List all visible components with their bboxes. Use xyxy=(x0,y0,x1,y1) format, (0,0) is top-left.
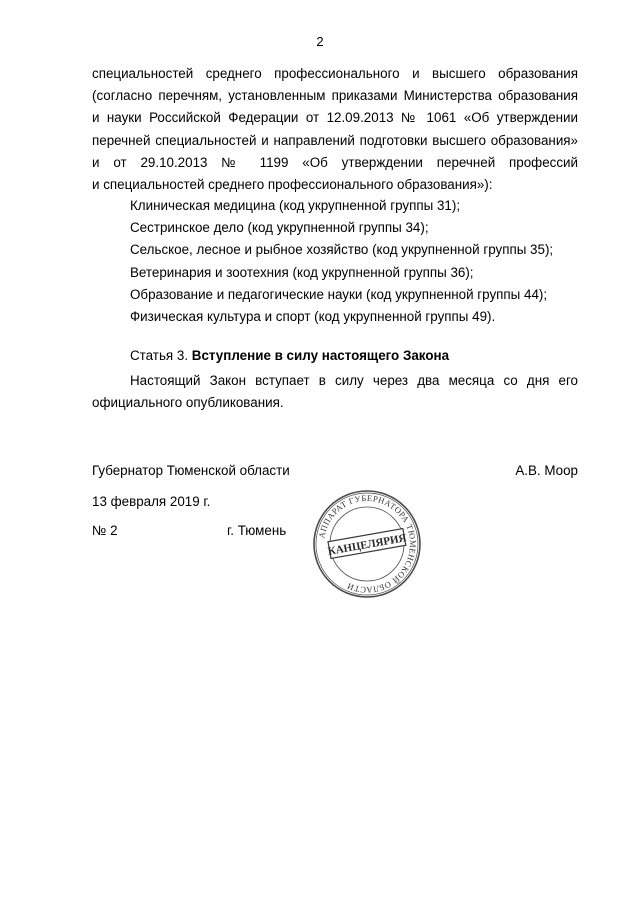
list-item: Сельское, лесное и рыбное хозяйство (код укрупненной группы 35); xyxy=(130,242,554,258)
seal-center-text: КАНЦЕЛЯРИЯ xyxy=(326,532,408,558)
specialty-list xyxy=(130,195,553,328)
signatory-name: А.В. Моор xyxy=(515,463,578,478)
signatory-position: Губернатор Тюменской области xyxy=(92,463,290,478)
list-item: Образование и педагогические науки (код укрупненной группы 44); xyxy=(130,286,548,302)
article-body xyxy=(92,370,578,414)
list-item: Клиническая медицина (код укрупненной группы 31); xyxy=(130,198,461,213)
intro-line: и от 29.10.2013 № 1199 «Об утверждении перечней профессий xyxy=(92,154,578,170)
article-body-line: Настоящий Закон вступает в силу через два месяца со дня его xyxy=(130,373,578,388)
intro-paragraph xyxy=(92,63,578,196)
intro-line: и специальностей среднего профессионального образования»): xyxy=(92,176,493,192)
intro-line: специальностей среднего профессионального и высшего образования xyxy=(92,66,578,81)
article-title: Вступление в силу настоящего Закона xyxy=(191,348,450,363)
list-item: Ветеринария и зоотехния (код укрупненной группы 36); xyxy=(130,264,474,280)
list-item: Сестринское дело (код укрупненной группы 34); xyxy=(130,220,429,236)
document-city: г. Тюмень xyxy=(227,523,287,538)
intro-line: (согласно перечням, установленным приказами Министерства образования xyxy=(92,88,578,104)
intro-line: перечней специальностей и направлений подготовки высшего образования» xyxy=(92,132,578,148)
article-body-line: официального опубликования. xyxy=(92,395,284,411)
page-number: 2 xyxy=(316,34,324,49)
article-heading xyxy=(130,348,449,363)
document-date: 13 февраля 2019 г. xyxy=(92,494,211,509)
document-number: № 2 xyxy=(92,523,118,538)
article-label: Статья 3. xyxy=(130,348,189,363)
intro-line: и науки Российской Федерации от 12.09.2013 № 1061 «Об утверждении xyxy=(92,110,578,126)
office-seal xyxy=(311,488,423,600)
list-item: Физическая культура и спорт (код укрупненной группы 49). xyxy=(130,309,496,325)
seal-ring-text: АППАРАТ ГУБЕРНАТОРА ТЮМЕНСКОЙ ОБЛАСТИ xyxy=(316,492,419,596)
